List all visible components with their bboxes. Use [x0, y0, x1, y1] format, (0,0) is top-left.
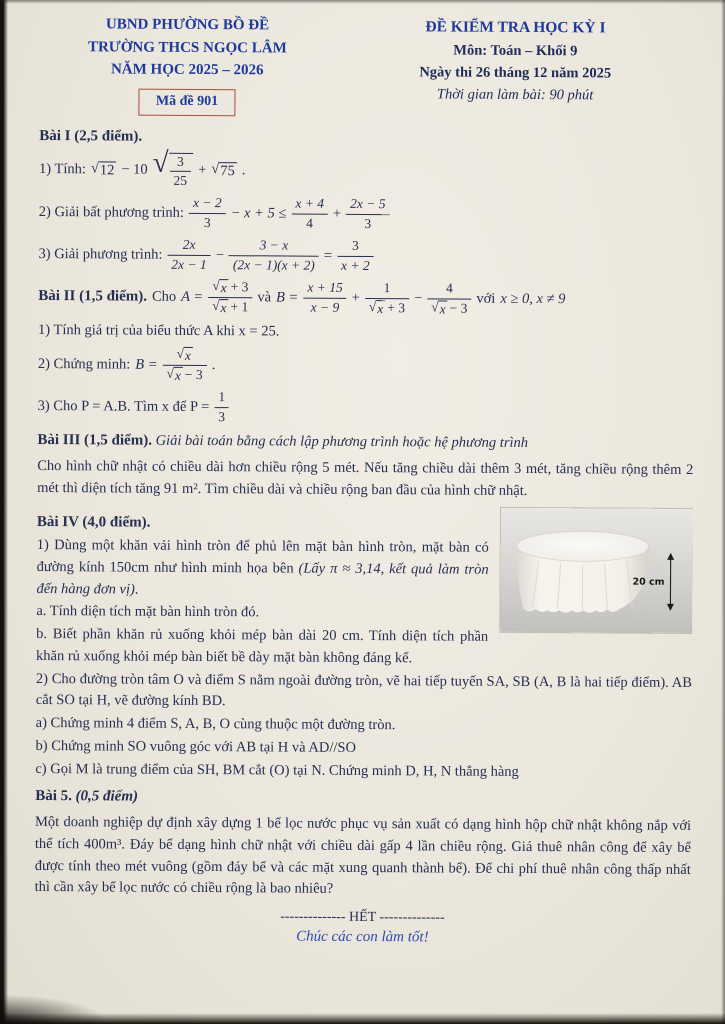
math-token: 2) Giải bất phương trình: [38, 204, 185, 222]
fraction-denominator: 3 [218, 408, 226, 424]
problem-3-body: Cho hình chữ nhật có chiều dài hơn chiều rộng 5 mét. Nếu tăng chiều dài thêm 3 mét, tăng chiều rộng thêm 2 mét thì diện tích tăng 91 m². Tìm chiều dài và chiều rộng ban đầu của hình chữ nhật. [37, 458, 694, 499]
good-luck-message: Chúc các con làm tốt! [296, 928, 429, 946]
sqrt-expression [176, 347, 193, 364]
text-run-italic: (Lấy π ≈ 3,14, kết quả làm tròn đến hàng đơn vị) [36, 560, 489, 598]
school-info-block [39, 13, 335, 116]
fraction [208, 279, 252, 316]
fraction-numerator: 3 − x [229, 237, 319, 256]
sqrt-expression [212, 279, 229, 296]
math-token: − 10 [121, 161, 148, 178]
math-token: √ x [439, 300, 448, 317]
math-token: − [414, 289, 423, 306]
end-marker: -------------- HẾT -------------- [280, 909, 445, 926]
table-top [517, 531, 649, 562]
problem-5 [35, 785, 692, 903]
exam-header [39, 13, 696, 119]
fraction [214, 389, 229, 426]
fraction-denominator [365, 299, 409, 317]
math-token: A = [181, 288, 204, 305]
fraction [291, 196, 328, 233]
fraction-denominator: x − 9 [310, 299, 340, 315]
exam-title: ĐỀ KIỂM TRA HỌC KỲ I [425, 18, 606, 37]
exam-subject: Môn: Toán – Khối 9 [453, 42, 578, 59]
problem-3-title: Bài III (1,5 điểm). [37, 432, 153, 450]
math-token: − x + 5 ≤ [230, 205, 287, 222]
math-token: √ x [184, 347, 193, 364]
problem-2 [37, 278, 694, 429]
problem-4 [35, 503, 693, 786]
math-token: √ 12 [99, 161, 117, 179]
exam-content [34, 13, 696, 948]
problem-5-body: Một doanh nghiệp dự định xây dựng 1 bể lọc nước phục vụ sản xuất có dạng hình hộp chữ nhật không nắp với thể tích 400m³. Đáy bể dạng hình chữ nhật với chiều dài gấp 4 lần chiều rộng. Giá thuê nhân công để xây bể được tính theo mét vuông (gồm đáy bể và các mặt xung quanh thành bể). Để chi phí thuê nhân công thấp nhất thì cần xây bể lọc nước có chiều rộng là bao nhiêu? [34, 814, 692, 898]
math-token: + [332, 205, 342, 222]
fraction-numerator: 2x − 5 [346, 196, 389, 215]
math-token: − [215, 246, 224, 264]
scan-edge-top [0, 0, 725, 4]
scan-edge-bottom [0, 1013, 725, 1024]
text-run: 1) Dùng một khăn vải hình tròn để phủ lên mặt bàn hình tròn, mặt bàn có đường kính 150cm như hình minh họa bên [36, 537, 489, 577]
math-token: B = [135, 356, 158, 373]
exam-footer [34, 908, 690, 948]
fraction-denominator [162, 366, 206, 384]
math-token: 2) Chứng minh: [37, 355, 131, 373]
fraction [167, 237, 211, 274]
math-token: = [323, 247, 333, 264]
math-token: Cho [151, 288, 177, 305]
fraction-numerator: x + 15 [303, 279, 346, 298]
text-run: . [134, 581, 139, 598]
math-token: − 3 [449, 300, 468, 316]
sqrt-expression [166, 367, 183, 384]
problem-4-title: Bài IV (4,0 điểm). [36, 513, 151, 531]
fraction-numerator [208, 279, 252, 298]
sqrt-expression [431, 300, 448, 317]
figure-wrap [500, 507, 693, 632]
fraction-numerator: 2x [167, 237, 210, 256]
sqrt-expression [91, 161, 117, 179]
exam-code-box: Mã đề 901 [139, 88, 235, 116]
fraction [189, 195, 226, 232]
sqrt-expression [153, 150, 194, 190]
math-token: + [198, 161, 207, 178]
problem-2-intro [38, 278, 694, 319]
scan-edge-right [721, 0, 725, 1024]
problem-2-title: Bài II (1,5 điểm). [38, 287, 148, 305]
math-token: √ x [376, 300, 385, 317]
problem-4-q1a: a. Tính diện tích mặt bàn hình tròn đó. [36, 603, 260, 621]
exam-date: Ngày thi 26 tháng 12 năm 2025 [419, 63, 612, 82]
math-token: 3) Giải phương trình: [38, 245, 163, 263]
drop-length-label: 20 cm [632, 576, 665, 588]
fraction [346, 196, 390, 233]
sqrt-expression [212, 299, 229, 316]
fraction-denominator [208, 298, 252, 316]
math-token: . [241, 162, 246, 179]
math-token: . [211, 356, 216, 374]
problem-1 [38, 127, 695, 276]
math-token: với [476, 290, 496, 307]
fraction-numerator: 4 [427, 280, 471, 299]
math-token: 1) Tính: [38, 160, 86, 178]
math-token: √ x [174, 367, 183, 384]
math-token: + 3 [387, 299, 406, 315]
fraction-numerator: 1 [365, 280, 409, 299]
problem-2-q2 [38, 346, 694, 386]
radicand [168, 152, 193, 190]
problem-1-title: Bài I (2,5 điểm). [39, 127, 143, 145]
fraction-denominator: 25 [173, 173, 188, 189]
fraction [337, 238, 374, 275]
math-token: B = [276, 289, 299, 306]
fraction-numerator: √ 3 [170, 153, 192, 172]
school-year-line: NĂM HỌC 2025 – 2026 [110, 61, 264, 79]
math-token: 3) Cho P = A.B. Tìm x để P = [37, 397, 210, 415]
problem-3-heading [37, 429, 693, 456]
scan-edge-corner [0, 994, 110, 1024]
problem-2-q1: 1) Tính giá trị của biểu thức A khi x = 25. [38, 321, 280, 339]
problem-5-title: Bài 5. [35, 788, 72, 805]
fraction [303, 279, 347, 316]
exam-duration: Thời gian làm bài: 90 phút [436, 86, 594, 103]
fraction-denominator: 3 [364, 216, 372, 232]
problem-4-flow [35, 503, 693, 786]
fraction [162, 347, 206, 384]
school-line: TRƯỜNG THCS NGỌC LÂM [87, 38, 287, 57]
problem-4-q2b: b) Chứng minh SO vuông góc với AB tại H và AD//SO [35, 737, 357, 756]
fraction [169, 153, 191, 190]
math-token: √ x [220, 279, 229, 296]
fraction-numerator [163, 347, 207, 366]
math-token: − 3 [184, 366, 203, 382]
fraction-denominator: 4 [306, 215, 313, 231]
issuer-line: UBND PHƯỜNG BỒ ĐỀ [105, 16, 270, 34]
fraction-numerator: x + 4 [291, 196, 328, 215]
tablecloth-photo [500, 507, 693, 632]
math-token: và [257, 288, 272, 306]
math-token: √ 75 [219, 162, 237, 180]
problem-4-q2a: a) Chứng minh 4 điểm S, A, B, O cùng thuộc một đường tròn. [35, 715, 396, 734]
fraction [427, 280, 471, 317]
fraction-denominator: x + 2 [340, 257, 370, 273]
problem-4-q1b: b. Biết phần khăn rủ xuống khỏi mép bàn dài 20 cm. Tính diện tích phần khăn rủ xuống khỏi mép bàn biết bề dày mặt bàn không đáng kể. [36, 626, 489, 667]
problem-5-heading [35, 785, 691, 812]
math-token: + 3 [230, 278, 249, 295]
problem-1-q3 [38, 236, 694, 277]
math-token: + 1 [230, 298, 249, 314]
sqrt-expression [369, 300, 386, 317]
fraction [229, 237, 319, 274]
fraction-denominator: (2x − 1)(x + 2) [232, 257, 315, 273]
fraction-denominator: 2x − 1 [171, 256, 207, 272]
sqrt-expression [211, 162, 237, 180]
math-token: x ≥ 0, x ≠ 9 [500, 290, 566, 307]
problem-1-q1 [39, 149, 695, 193]
fraction-denominator [427, 299, 471, 317]
math-token: + [351, 289, 360, 306]
exam-info-block [335, 15, 696, 119]
scan-edge-left [0, 0, 8, 1024]
fraction [365, 280, 409, 317]
problem-4-q2c: c) Gọi M là trung điểm của SH, BM cắt (O) tại N. Chứng minh D, H, N thẳng hàng [35, 760, 519, 780]
fraction-numerator: x − 2 [189, 195, 226, 214]
problem-3 [37, 429, 693, 503]
problem-4-q2: 2) Cho đường tròn tâm O và điểm S nằm ngoài đường tròn, vẽ hai tiếp tuyến SA, SB (A, B là hai tiếp điểm). AB cắt SO tại H, vẽ đường kính BD. [35, 670, 692, 710]
fraction-numerator: 3 [337, 238, 374, 257]
fraction-numerator: 1 [214, 389, 229, 408]
problem-1-q2 [39, 194, 695, 235]
math-token: √ x [220, 299, 229, 316]
problem-5-points: (0,5 điểm) [75, 788, 139, 806]
fraction-denominator: 3 [203, 215, 211, 231]
problem-3-subtitle: Giải bài toán bằng cách lập phương trình hoặc hệ phương trình [155, 433, 529, 452]
problem-2-q3 [37, 388, 693, 429]
